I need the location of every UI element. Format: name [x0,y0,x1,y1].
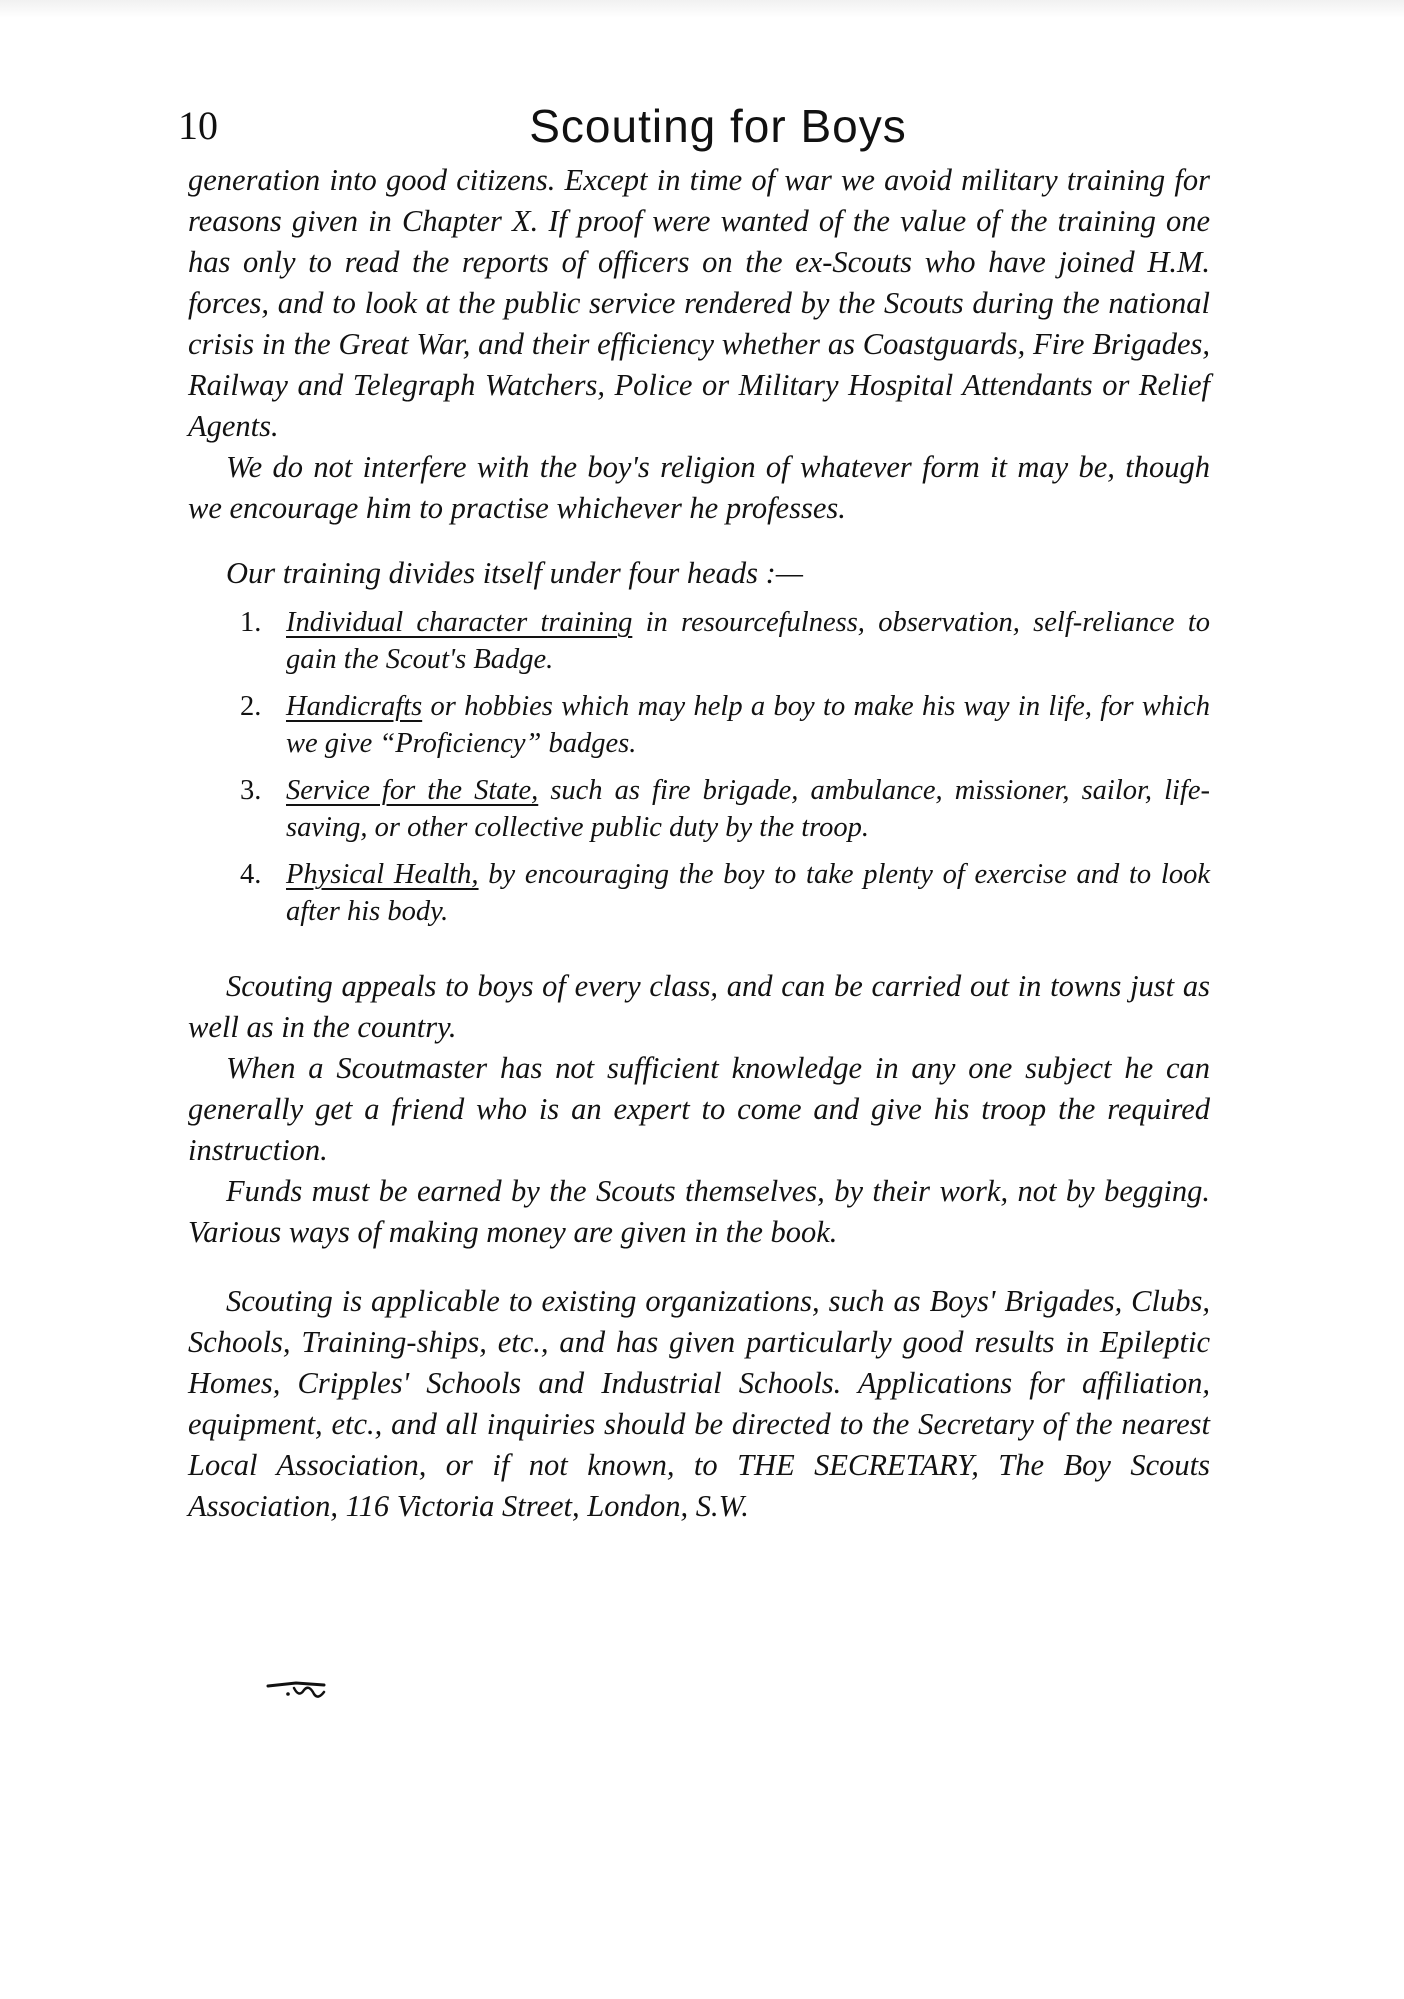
list-item-title: Service for the State, [286,775,539,806]
ink-flourish-icon [266,1678,332,1704]
paragraph-scoutmaster: When a Scoutmaster has not sufficient knowledge in any one subject he can generally get a friend who is an expert to come and give his troop the required instruction. [188,1051,1210,1167]
list-item-title: Individual character training [286,607,633,638]
list-item-number: 3. [240,775,262,806]
scan-edge [0,0,1404,18]
paragraph-appeal: Scouting appeals to boys of every class, and can be carried out in towns just as well as in the country. [188,969,1210,1044]
list-item [240,772,1210,846]
list-item [240,604,1210,678]
list-item-text: such as fire brigade, ambulance, missioner, sailor, life-saving, or other collective public duty by the troop. [286,775,1211,843]
list-item-number: 1. [240,607,262,638]
paragraph-citizenship: generation into good citizens. Except in time of war we avoid military training for reasons given in Chapter X. If proof were wanted of the value of the training one has only to read the reports of officers on the ex-Scouts who have joined H.M. forces, and to look at the public service rendered by the Scouts during the national crisis in the Great War, and their efficiency whether as Coastguards, Fire Brigades, Railway and Telegraph Watchers, Police or Military Hospital Attendants or Relief Agents. [188,163,1210,443]
list-item-title: Physical Health, [286,859,479,890]
list-item [240,856,1210,930]
paragraph-funds: Funds must be earned by the Scouts themselves, by their work, not by begging. Various ways of making money are given in the book. [188,1174,1210,1249]
list-item-number: 2. [240,691,262,722]
paragraph-religion: We do not interfere with the boy's religion of whatever form it may be, though we encourage him to practise whichever he professes. [188,450,1210,525]
running-head [178,96,1238,156]
list-item-text: by encouraging the boy to take plenty of exercise and to look after his body. [286,859,1210,927]
running-title: Scouting for Boys [529,100,907,152]
section-spacer [188,940,1210,966]
list-item [240,688,1210,762]
list-intro: Our training divides itself under four heads :— [226,556,803,590]
paragraph-organizations: Scouting is applicable to existing organizations, such as Boys' Brigades, Clubs, Schools, Training-ships, etc., and has given particularly good results in Epileptic Homes, Cripples' Schools and Industrial Schools. Applications for affiliation, equipment, etc., and all inquiries should be directed to the Secretary of the nearest Local Association, or if not known, to THE SECRETARY, The Boy Scouts Association, 116 Victoria Street, London, S.W. [188,1284,1210,1523]
list-item-title: Handicrafts [286,691,423,722]
training-heads-list [240,604,1210,930]
list-item-text: or hobbies which may help a boy to make his way in life, for which we give “Proficiency” badges. [286,691,1210,759]
list-item-number: 4. [240,859,262,890]
page-body [188,160,1210,1527]
list-item-text: in resourcefulness, observation, self-reliance to gain the Scout's Badge. [286,607,1210,675]
page-number: 10 [178,103,218,148]
